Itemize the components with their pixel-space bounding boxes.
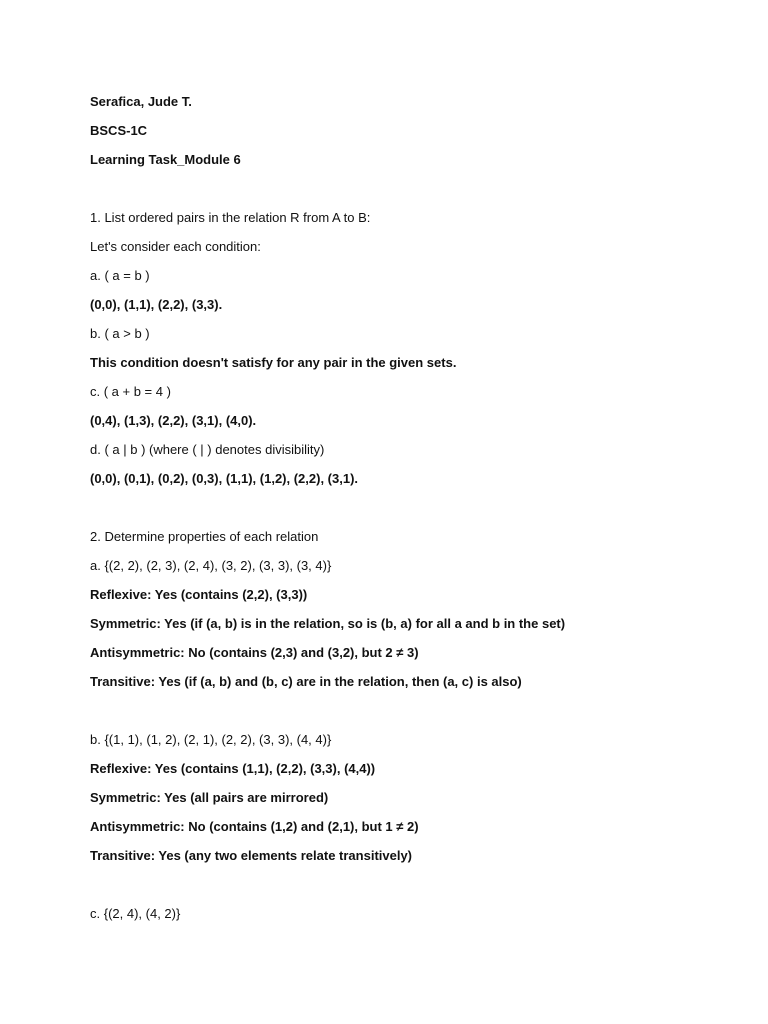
q1-a-answer: (0,0), (1,1), (2,2), (3,3).: [90, 297, 223, 312]
q1-d-answer: (0,0), (0,1), (0,2), (0,3), (1,1), (1,2), (2,2), (3,1).: [90, 471, 359, 486]
task-title: Learning Task_Module 6: [90, 152, 241, 167]
document-content: [90, 92, 730, 933]
q1-d-label: d. ( a | b ) (where ( | ) denotes divisibility): [90, 442, 325, 457]
q1-intro: Let's consider each condition:: [90, 239, 261, 254]
q1-a-label: a. ( a = b ): [90, 268, 150, 283]
student-name: Serafica, Jude T.: [90, 94, 192, 109]
q2-title: 2. Determine properties of each relation: [90, 529, 319, 544]
student-section: BSCS-1C: [90, 123, 148, 138]
q2-a-antisymmetric: Antisymmetric: No (contains (2,3) and (3,2), but 2 ≠ 3): [90, 645, 419, 660]
q1-title: 1. List ordered pairs in the relation R from A to B:: [90, 210, 371, 225]
q2-a-transitive: Transitive: Yes (if (a, b) and (b, c) are in the relation, then (a, c) is also): [90, 674, 522, 689]
q1-c-answer: (0,4), (1,3), (2,2), (3,1), (4,0).: [90, 413, 257, 428]
q2-b-transitive: Transitive: Yes (any two elements relate transitively): [90, 848, 413, 863]
spacer: [90, 498, 730, 527]
q2-a-symmetric: Symmetric: Yes (if (a, b) is in the relation, so is (b, a) for all a and b in the set): [90, 616, 566, 631]
q2-b-reflexive: Reflexive: Yes (contains (1,1), (2,2), (3,3), (4,4)): [90, 761, 376, 776]
q1-b-label: b. ( a > b ): [90, 326, 150, 341]
q2-c-label: c. {(2, 4), (4, 2)}: [90, 906, 181, 921]
spacer: [90, 701, 730, 730]
q2-a-reflexive: Reflexive: Yes (contains (2,2), (3,3)): [90, 587, 308, 602]
q1-b-answer: This condition doesn't satisfy for any pair in the given sets.: [90, 355, 457, 370]
spacer: [90, 179, 730, 208]
q2-b-label: b. {(1, 1), (1, 2), (2, 1), (2, 2), (3, 3), (4, 4)}: [90, 732, 332, 747]
q2-b-symmetric: Symmetric: Yes (all pairs are mirrored): [90, 790, 329, 805]
q1-c-label: c. ( a + b = 4 ): [90, 384, 171, 399]
spacer: [90, 875, 730, 904]
q2-a-label: a. {(2, 2), (2, 3), (2, 4), (3, 2), (3, 3), (3, 4)}: [90, 558, 332, 573]
q2-b-antisymmetric: Antisymmetric: No (contains (1,2) and (2,1), but 1 ≠ 2): [90, 819, 419, 834]
